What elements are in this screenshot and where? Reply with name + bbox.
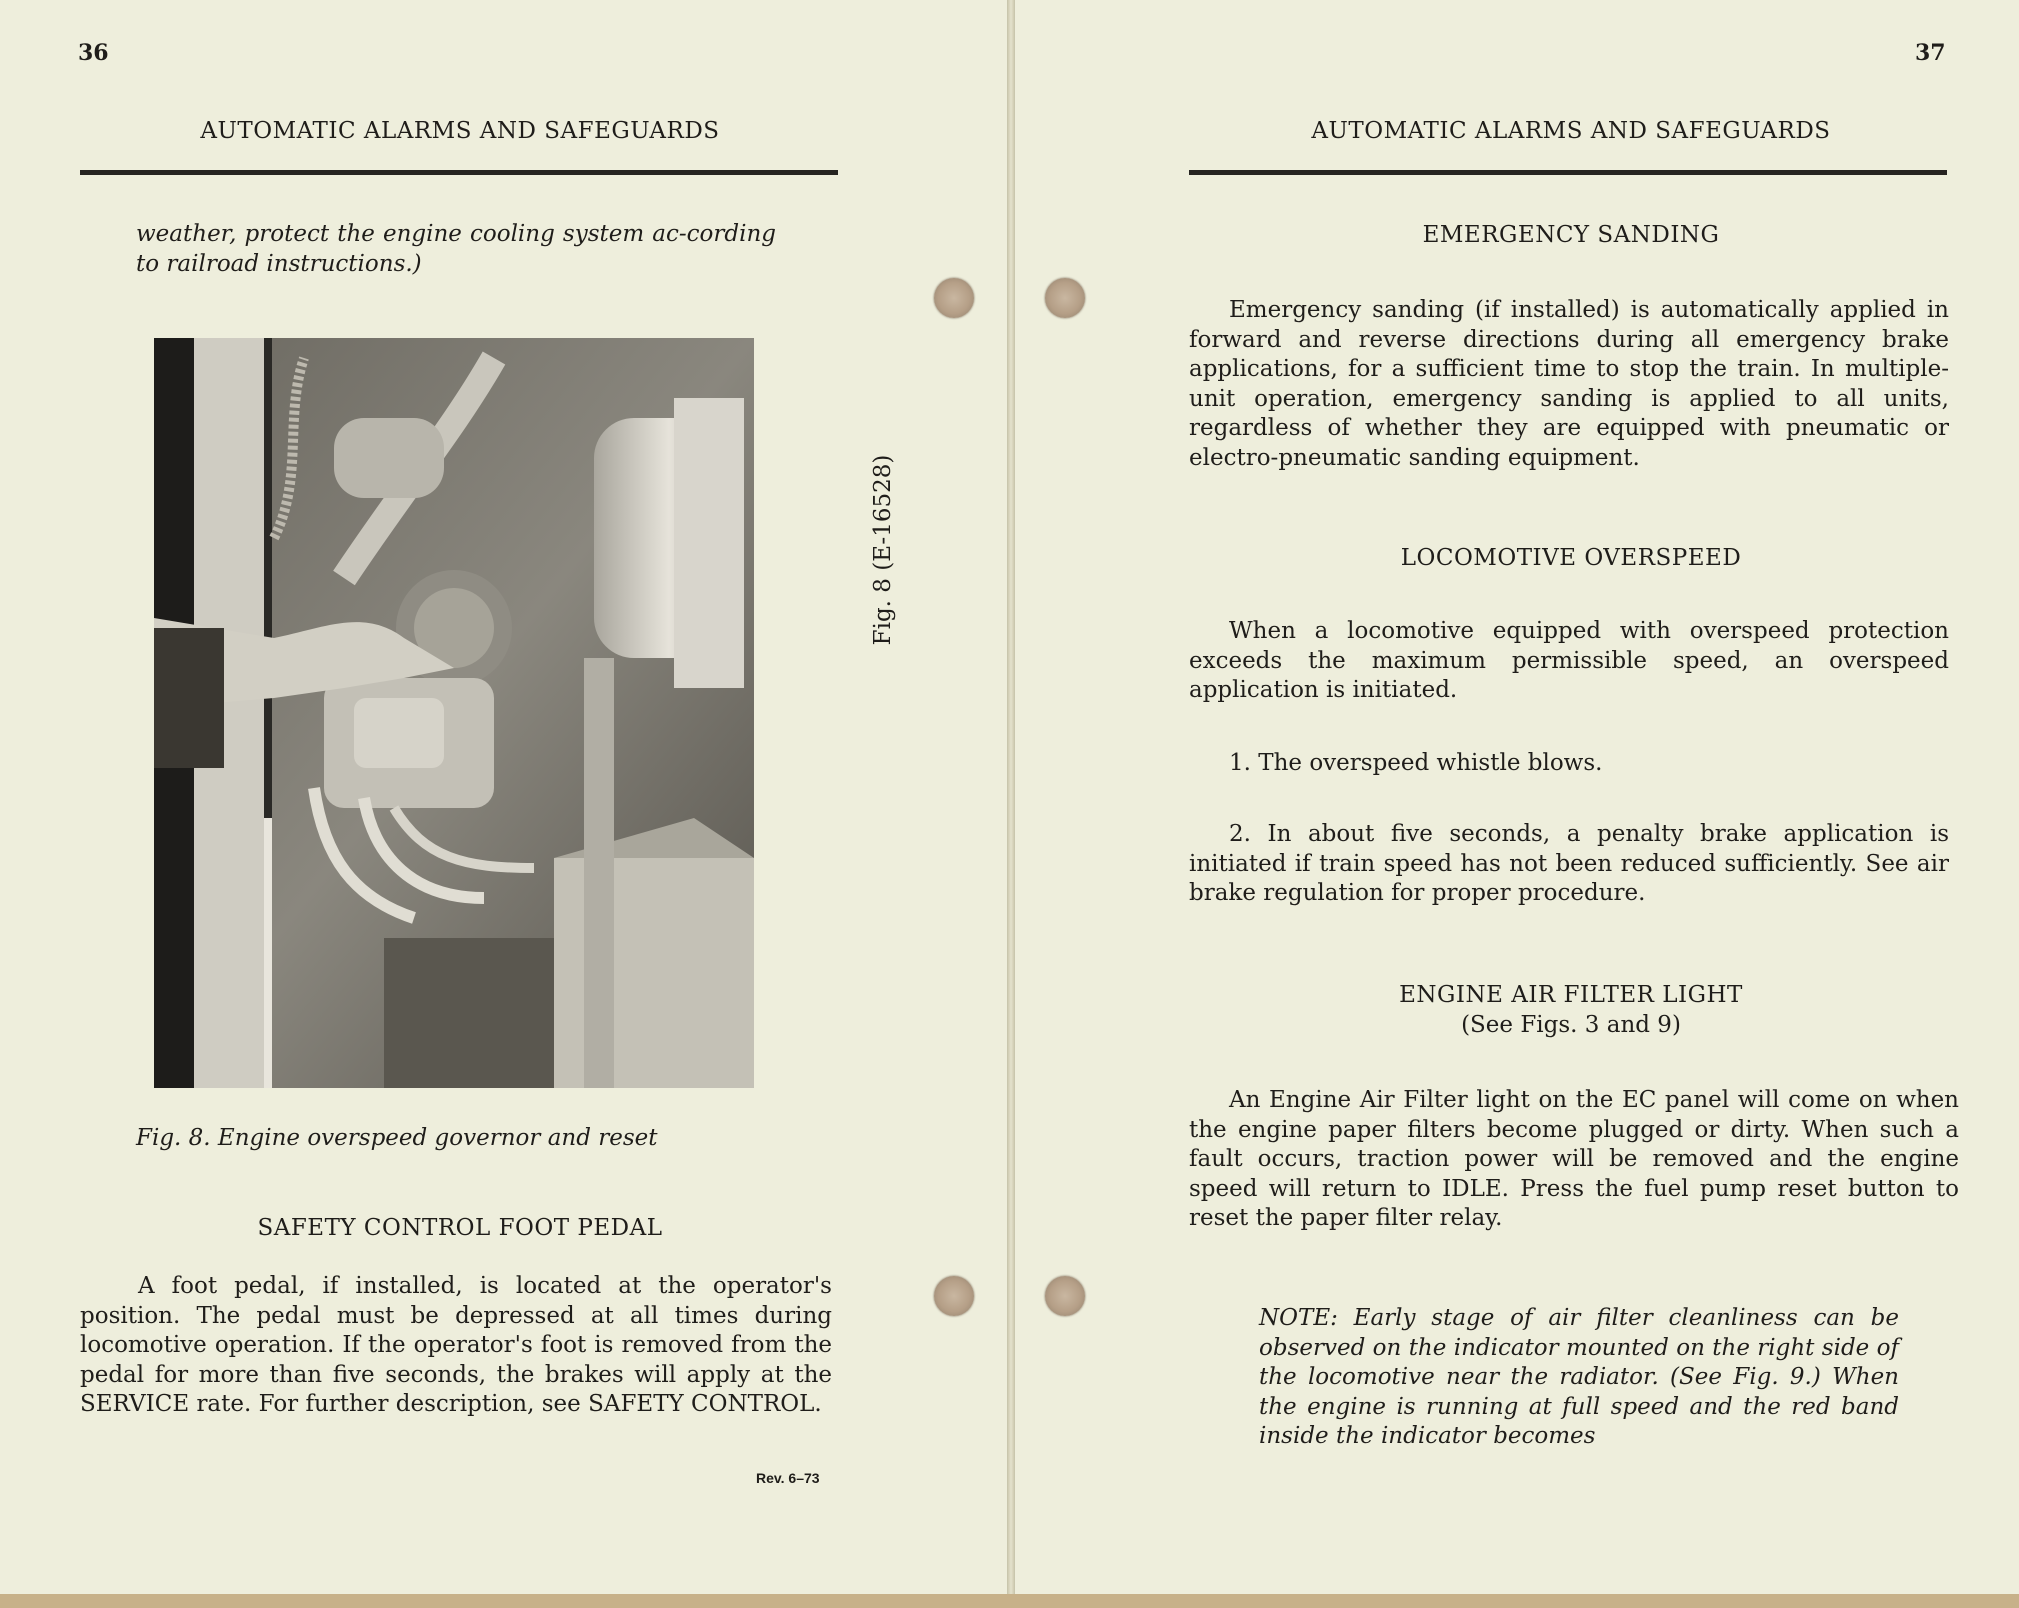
running-head: AUTOMATIC ALARMS AND SAFEGUARDS (200, 118, 720, 144)
air-filter-subheading: (See Figs. 3 and 9) (1461, 1012, 1681, 1038)
air-filter-body: An Engine Air Filter light on the EC panel will come on when the engine paper filters become plugged or dirty. When such a fault occurs, traction power will be removed and the engine speed will return to IDLE. Press the fuel pump reset button to reset the paper filter relay. (1189, 1087, 1959, 1231)
binder-hole-upper (934, 278, 974, 318)
left-page (0, 0, 1008, 1608)
figure-caption: Fig. 8. Engine overspeed governor and reset (136, 1125, 658, 1151)
continued-note: weather, protect the engine cooling system ac-cording to railroad instructions.) (136, 221, 776, 277)
engine-photo-illustration (154, 338, 754, 1088)
header-rule (1189, 170, 1947, 175)
overspeed-step-1: 1. The overspeed whistle blows. (1229, 750, 1603, 776)
section-heading: SAFETY CONTROL FOOT PEDAL (257, 1215, 663, 1241)
air-filter-note: NOTE: Early stage of air filter cleanliness can be observed on the indicator mounted on the right side of the locomotive near the radiator. (See Fig. 9.) When the engine is running at full speed and the red band inside the indicator becomes (1259, 1305, 1899, 1449)
revision-mark: Rev. 6–73 (756, 1470, 820, 1486)
binder-hole-lower (1045, 1276, 1085, 1316)
right-page (1014, 0, 2019, 1608)
binder-hole-upper (1045, 278, 1085, 318)
engine-photo (154, 338, 754, 1088)
running-head: AUTOMATIC ALARMS AND SAFEGUARDS (1311, 118, 1831, 144)
emergency-sanding-body: Emergency sanding (if installed) is automatically applied in forward and reverse directions during all emergency brake applications, for a sufficient time to stop the train. In multiple-unit operation, emergency sanding is applied to all units, regardless of whether they are equipped with pneumatic or electro-pneumatic sanding equipment. (1189, 297, 1949, 471)
header-rule (80, 170, 838, 175)
binder-hole-lower (934, 1276, 974, 1316)
overspeed-body: When a locomotive equipped with overspeed protection exceeds the maximum permissible speed, an overspeed application is initiated. (1189, 618, 1949, 703)
figure-side-label: Fig. 8 (E-16528) (870, 454, 896, 646)
overspeed-heading: LOCOMOTIVE OVERSPEED (1400, 545, 1742, 571)
section-body: A foot pedal, if installed, is located at the operator's position. The pedal must be depressed at all times during locomotive operation. If the operator's foot is removed from the pedal for more than five seconds, the brakes will apply at the SERVICE rate. For further description, see SAFETY CONTROL. (80, 1273, 832, 1417)
page-number: 37 (1915, 40, 1946, 66)
page-bottom-edge (0, 1594, 2019, 1608)
emergency-sanding-heading: EMERGENCY SANDING (1422, 222, 1720, 248)
air-filter-heading: ENGINE AIR FILTER LIGHT (1399, 982, 1743, 1008)
overspeed-step-2: 2. In about five seconds, a penalty brake application is initiated if train speed has not been reduced sufficiently. See air brake regulation for proper procedure. (1189, 821, 1949, 906)
page-number: 36 (78, 40, 109, 66)
